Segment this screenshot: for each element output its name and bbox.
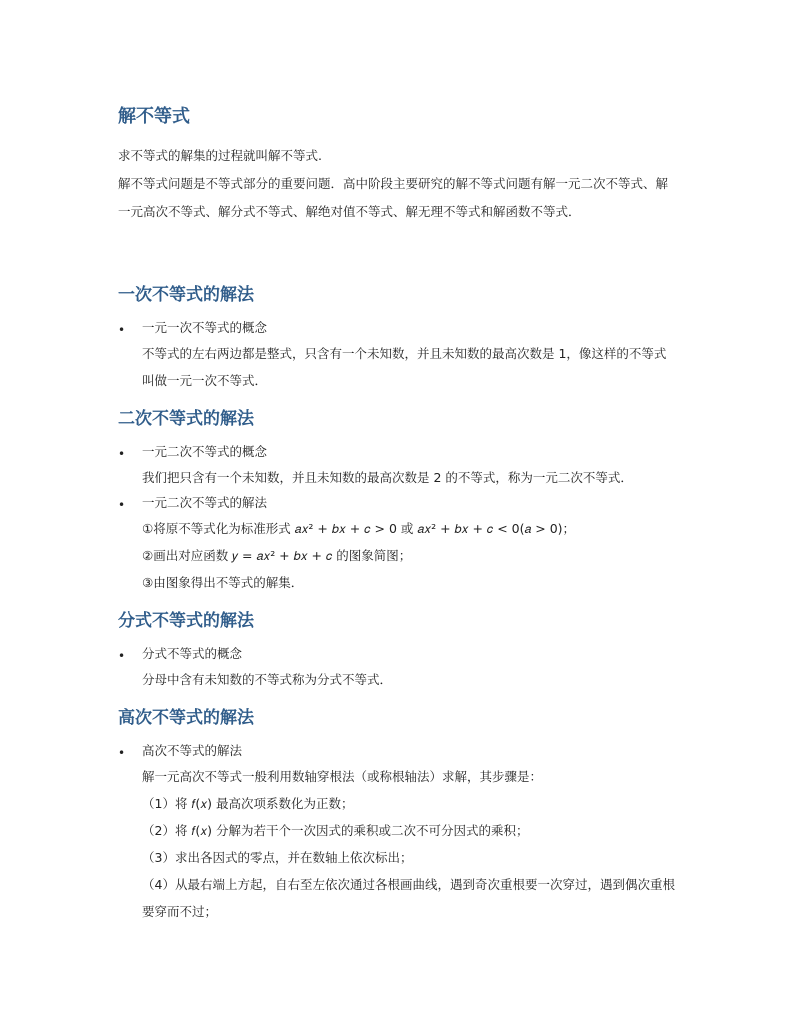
item-paragraph: 解一元高次不等式一般利用数轴穿根法（或称根轴法）求解，其步骤是： [142,769,543,784]
section-heading: 高次不等式的解法 [118,708,254,728]
step-3: ③由图象得出不等式的解集． [142,575,304,590]
section-linear [118,282,678,394]
item-body [142,763,678,925]
list-item [118,642,678,693]
item-list [118,739,678,925]
bullet-icon: • [118,447,126,461]
item-body [142,515,678,596]
item-title: 一元二次不等式的解法 [142,495,268,510]
item-body [142,340,678,394]
list-item [118,491,678,596]
section-fractional [118,608,678,693]
item-paragraph: 不等式的左右两边都是整式，只含有一个未知数，并且未知数的最高次数是 1，像这样的不等式叫做一元一次不等式． [142,346,667,388]
item-list [118,642,678,693]
list-item [118,739,678,925]
bullet-icon: • [118,746,126,760]
intro-paragraph-1: 求不等式的解集的过程就叫解不等式. [118,148,322,163]
section-higher-degree [118,705,678,925]
bullet-icon: • [118,649,126,663]
step-4: （4）从最右端上方起，自右至左依次通过各根画曲线，遇到奇次重根要一次穿过，遇到偶次重根要穿而不过； [142,877,675,919]
doc-title: 解不等式 [118,106,190,127]
step-2: ②画出对应函数 𝑦 = 𝑎𝑥² + 𝑏𝑥 + 𝑐 的图象简图； [142,548,412,563]
item-title: 高次不等式的解法 [142,743,243,758]
document-content [118,104,678,937]
item-title: 一元一次不等式的概念 [142,320,268,335]
step-2: （2）将 𝑓(𝑥) 分解为若干个一次因式的乘积或二次不可分因式的乘积； [142,823,529,838]
list-item [118,440,678,491]
bullet-icon: • [118,323,126,337]
bullet-icon: • [118,498,126,512]
item-body [142,464,678,491]
item-paragraph: 分母中含有未知数的不等式称为分式不等式． [142,672,393,687]
section-heading: 二次不等式的解法 [118,409,254,429]
section-heading: 一次不等式的解法 [118,285,254,305]
item-paragraph: 我们把只含有一个未知数，并且未知数的最高次数是 2 的不等式，称为一元二次不等式． [142,470,633,485]
item-title: 一元二次不等式的概念 [142,444,268,459]
section-quadratic [118,406,678,596]
section-heading: 分式不等式的解法 [118,611,254,631]
item-body [142,666,678,693]
step-3: （3）求出各因式的零点，并在数轴上依次标出； [142,850,413,865]
intro-block [118,142,678,226]
item-title: 分式不等式的概念 [142,646,243,661]
list-item [118,316,678,394]
item-list [118,440,678,596]
step-1: （1）将 𝑓(𝑥) 最高次项系数化为正数； [142,796,354,811]
intro-paragraph-2: 解不等式问题是不等式部分的重要问题．高中阶段主要研究的解不等式问题有解一元二次不等式、解一元高次不等式、解分式不等式、解绝对值不等式、解无理不等式和解函数不等式． [118,176,669,219]
step-1: ①将原不等式化为标准形式 𝑎𝑥² + 𝑏𝑥 + 𝑐 > 0 或 𝑎𝑥² + 𝑏𝑥 + 𝑐 < 0(𝑎 > 0)； [142,521,576,536]
item-list [118,316,678,394]
